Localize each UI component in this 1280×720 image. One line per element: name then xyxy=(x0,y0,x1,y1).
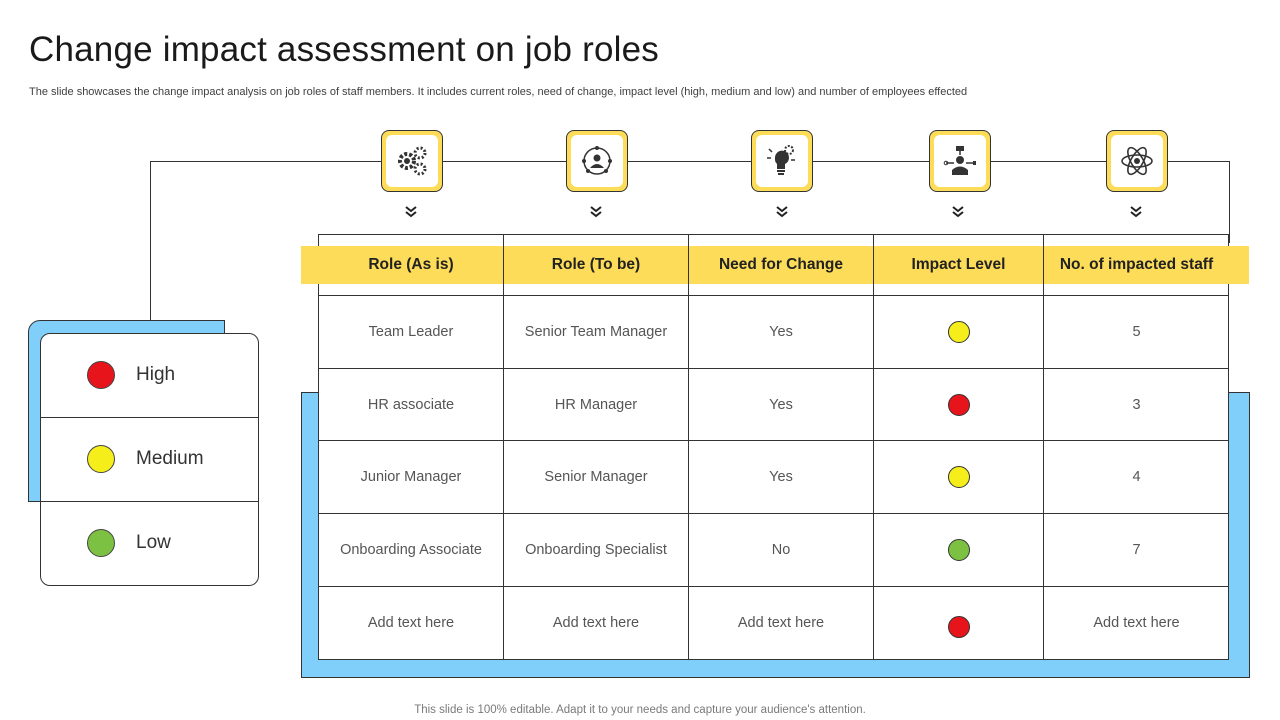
gears-icon xyxy=(392,141,432,181)
medium-indicator-dot xyxy=(87,445,115,473)
cell-role-to-be: Onboarding Specialist xyxy=(525,542,667,558)
cell-impacted-staff: Add text here xyxy=(1093,615,1180,631)
high-indicator-dot xyxy=(87,361,115,389)
column-header: Need for Change xyxy=(718,256,843,273)
atom-icon-box xyxy=(1106,130,1168,192)
legend xyxy=(40,333,259,586)
page-subtitle: The slide showcases the change impact analysis on job roles of staff members. It includes current roles, need of change, impact level (high, medium and low) and number of employees effected xyxy=(29,86,968,98)
legend-item-medium xyxy=(41,418,258,502)
cell-impacted-staff: 4 xyxy=(1132,469,1141,485)
user-network-icon xyxy=(577,141,617,181)
cell-role-to-be: Add text here xyxy=(552,615,640,631)
gears-icon-box xyxy=(381,130,443,192)
chevron-down-icon xyxy=(404,205,418,219)
impact-dot xyxy=(948,616,970,638)
cell-role-as-is: Junior Manager xyxy=(360,469,462,485)
cell-role-as-is: Add text here xyxy=(367,615,455,631)
low-indicator-dot xyxy=(87,529,115,557)
cell-impact-level xyxy=(874,514,1043,586)
cell-impacted-staff: 3 xyxy=(1132,396,1141,413)
column-header: Role (To be) xyxy=(551,256,641,273)
legend-label: High xyxy=(136,364,176,385)
lightbulb-gear-icon-box xyxy=(751,130,813,192)
impact-dot xyxy=(948,321,970,343)
cell-impacted-staff: 7 xyxy=(1132,542,1141,558)
cell-role-as-is: Onboarding Associate xyxy=(340,542,482,558)
impact-dot xyxy=(948,394,970,416)
legend-item-low xyxy=(41,502,258,586)
chevron-down-icon xyxy=(589,205,603,219)
atom-icon xyxy=(1117,141,1157,181)
cell-impact-level xyxy=(874,296,1043,368)
chevron-down-icon xyxy=(1129,205,1143,219)
column-header: Impact Level xyxy=(911,256,1006,273)
cell-role-as-is: Team Leader xyxy=(368,324,454,340)
cell-need-for-change: Yes xyxy=(769,324,793,340)
legend-item-high xyxy=(41,334,258,418)
cell-impacted-staff: 5 xyxy=(1132,324,1141,340)
impact-dot xyxy=(948,466,970,488)
presenter-icon xyxy=(940,141,980,181)
cell-impact-level xyxy=(874,369,1043,440)
connector-line xyxy=(150,161,151,321)
cell-role-to-be: Senior Manager xyxy=(544,469,648,485)
cell-role-to-be: Senior Team Manager xyxy=(524,324,668,340)
column-header: No. of impacted staff xyxy=(1059,256,1214,273)
cell-role-to-be: HR Manager xyxy=(554,396,638,413)
presenter-icon-box xyxy=(929,130,991,192)
impact-dot xyxy=(948,539,970,561)
chevron-down-icon xyxy=(951,205,965,219)
chevron-down-icon xyxy=(775,205,789,219)
legend-label: Low xyxy=(136,532,171,553)
cell-impact-level xyxy=(874,441,1043,513)
legend-label: Medium xyxy=(136,448,204,469)
cell-role-as-is: HR associate xyxy=(367,396,455,413)
footer-note: This slide is 100% editable. Adapt it to your needs and capture your audience's attention. xyxy=(414,704,866,716)
connector-line xyxy=(1229,161,1230,243)
cell-need-for-change: No xyxy=(771,542,791,558)
cell-impact-level xyxy=(874,591,1043,663)
user-network-icon-box xyxy=(566,130,628,192)
cell-need-for-change: Yes xyxy=(769,396,793,413)
page-title: Change impact assessment on job roles xyxy=(29,30,659,69)
column-header: Role (As is) xyxy=(368,256,454,273)
connector-line xyxy=(150,161,1230,162)
cell-need-for-change: Add text here xyxy=(737,615,825,631)
cell-need-for-change: Yes xyxy=(769,469,793,485)
lightbulb-gear-icon xyxy=(762,141,802,181)
